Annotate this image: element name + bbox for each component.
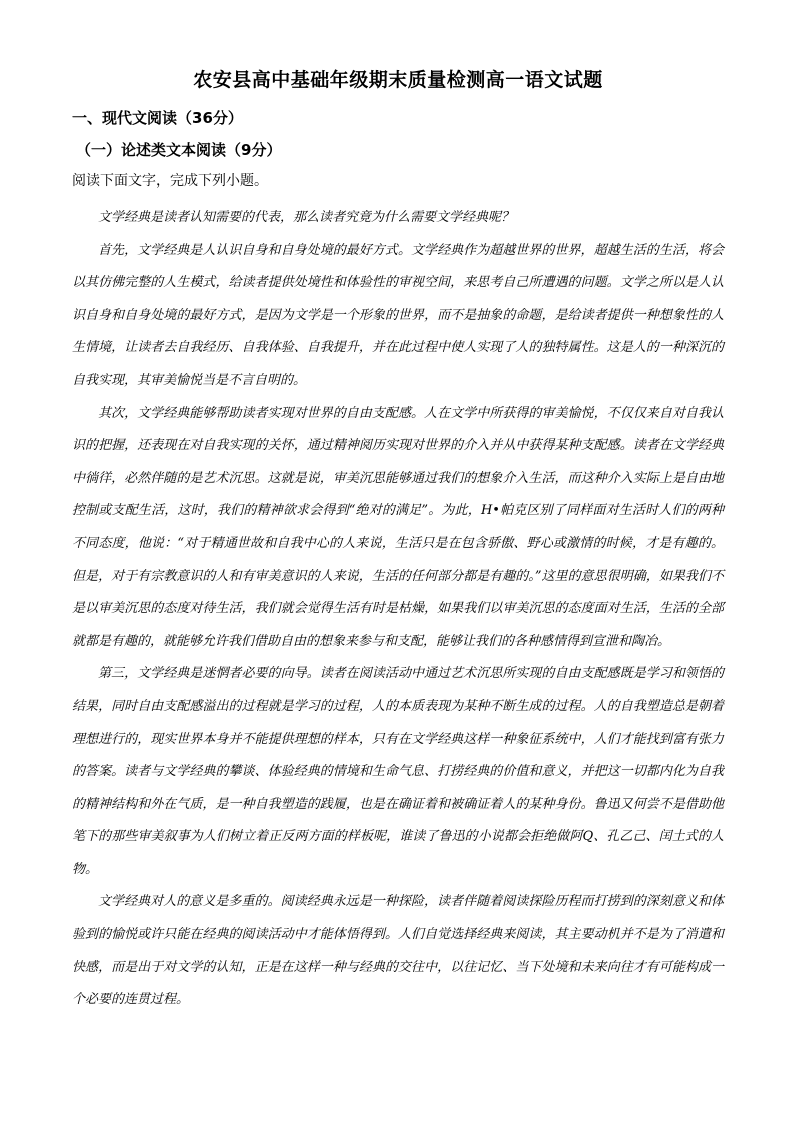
exam-page (72, 66, 724, 1017)
passage-paragraph-4: 第三，文学经典是迷惘者必要的向导。读者在阅读活动中通过艺术沉思所实现的自由支配感既是学习和领悟的结果，同时自由支配感溢出的过程就是学习的过程，人的本质表现为某种不断生成的过程。人的自我塑造总是朝着理想进行的，现实世界本身并不能提供理想的样本，只有在文学经典这样一种象征系统中，人们才能找到富有张力的答案。读者与文学经典的攀谈、体验经典的情境和生命气息、打捞经典的价值和意义，并把这一切都内化为自我的精神结构和外在气质，是一种自我塑造的践履，也是在确证着和被确证着人的某种身份。鲁迅又何尝不是借助他笔下的那些审美叙事为人们树立着正反两方面的样板呢，谁读了鲁迅的小说都会拒绝做阿Q、孔乙己、闰土式的人物。 (72, 666, 724, 877)
section-heading: 一、现代文阅读（36分） (72, 109, 243, 127)
exam-title: 农安县高中基础年级期末质量检测高一语文试题 (193, 69, 603, 91)
passage-paragraph-5: 文学经典对人的意义是多重的。阅读经典永远是一种探险，读者伴随着阅读探险历程而打捞到的深刻意义和体验到的愉悦或许只能在经典的阅读活动中才能体悟得到。人们自觉选择经典来阅读，其主要动机并不是为了消遣和快感，而是出于对文学的认知，正是在这样一种与经典的交往中，以往记忆、当下处境和未来向往才有可能构成一个必要的连贯过程。 (72, 894, 724, 1008)
reading-instruction: 阅读下面文字，完成下列小题。 (72, 173, 268, 189)
passage-paragraph-3: 其次，文学经典能够帮助读者实现对世界的自由支配感。人在文学中所获得的审美愉悦，不仅仅来自对自我认识的把握，还表现在对自我实现的关怀，通过精神阅历实现对世界的介入并从中获得某种支配感。读者在文学经典中徜徉，必然伴随的是艺术沉思。这就是说，审美沉思能够通过我们的想象介入生活，而这种介入实际上是自由地控制或支配生活，这时，我们的精神欲求会得到“绝对的满足”。为此，H•帕克区别了同样面对生活时人们的两种不同态度，他说：“对于精通世故和自我中心的人来说，生活只是在包含骄傲、野心或激情的时候，才是有趣的。但是，对于有宗教意识的人和有审美意识的人来说，生活的任何部分都是有趣的。”这里的意思很明确，如果我们不是以审美沉思的态度对待生活，我们就会觉得生活有时是枯燥，如果我们以审美沉思的态度面对生活，生活的全部就都是有趣的，就能够允许我们借助自由的想象来参与和支配，能够让我们的各种感情得到宣泄和陶冶。 (72, 405, 724, 649)
passage-paragraph-1: 文学经典是读者认知需要的代表，那么读者究竟为什么需要文学经典呢？ (98, 210, 515, 225)
passage (72, 202, 724, 1017)
passage-paragraph-2: 首先，文学经典是人认识自身和自身处境的最好方式。文学经典作为超越世界的世界，超越生活的生活，将会以其仿佛完整的人生模式，给读者提供处境性和体验性的审视空间，来思考自己所遭遇的问题。文学之所以是人认识自身和自身处境的最好方式，是因为文学是一个形象的世界，而不是抽象的命题，是给读者提供一种想象性的人生情境，让读者去自我经历、自我体验、自我提升，并在此过程中使人实现了人的独特属性。这是人的一种深沉的自我实现，其审美愉悦当是不言自明的。 (72, 242, 724, 388)
sub-heading: （一）论述类文本阅读（9分） (76, 141, 282, 159)
